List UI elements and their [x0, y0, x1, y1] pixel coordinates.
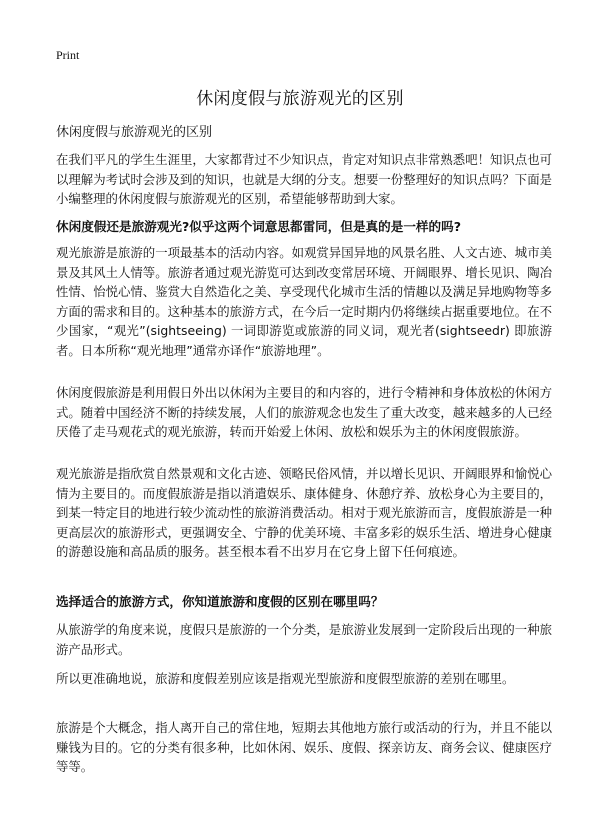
- paragraph-sightseeing: 观光旅游是旅游的一项最基本的活动内容。如观赏异国异地的风景名胜、人文古迹、城市美景及其风土人情等。旅游者通过观光游览可达到改变常居环境、开阔眼界、增长见识、陶冶性情、怡悦心情、鉴赏大自然造化之美、享受现代化城市生活的情趣以及满足异地购物等多方面的需求和目的。这种基本的旅游方式，在今后一定时期内仍将继续占据重要地位。在不少国家，“观光”(sightseeing) 一词即游览或旅游的同义词，观光者(sightseedr) 即旅游者。日本所称“观光地理”通常亦译作“旅游地理”。: [56, 245, 552, 358]
- print-link[interactable]: Print: [56, 48, 80, 62]
- page-title: 休闲度假与旅游观光的区别: [196, 89, 404, 109]
- page-subtitle: 休闲度假与旅游观光的区别: [56, 125, 213, 140]
- section-heading-2: 选择适合的旅游方式，你知道旅游和度假的区别在哪里吗？: [56, 594, 384, 609]
- paragraph-leisure-vacation: 休闲度假旅游是利用假日外出以休闲为主要目的和内容的，进行令精神和身体放松的休闲方式。随着中国经济不断的持续发展，人们的旅游观念也发生了重大改变，越来越多的人已经厌倦了走马观花式的观光旅游，转而开始爱上休闲、放松和娱乐为主的休闲度假旅游。: [56, 385, 552, 439]
- paragraph-difference: 所以更准确地说，旅游和度假差别应该是指观光型旅游和度假型旅游的差别在哪里。: [56, 671, 515, 686]
- paragraph-comparison: 观光旅游是指欣赏自然景观和文化古迹、领略民俗风情，并以增长见识、开阔眼界和愉悦心情为主要目的。而度假旅游是指以消遣娱乐、康体健身、休憩疗养、放松身心为主要目的，到某一特定目的地进行较少流动性的旅游消费活动。相对于观光旅游而言，度假旅游是一种更高层次的旅游形式，更强调安全、宁静的优美环境、丰富多彩的娱乐生活、增进身心健康的游憩设施和高品质的服务。甚至根本看不出岁月在它身上留下任何痕迹。: [56, 466, 552, 559]
- paragraph-tourism-concept: 旅游是个大概念，指人离开自己的常住地，短期去其他地方旅行或活动的行为，并且不能以赚钱为目的。它的分类有很多种，比如休闲、娱乐、度假、探亲访友、商务会议、健康医疗等等。: [56, 720, 552, 774]
- section-heading-1: 休闲度假还是旅游观光?似乎这两个词意思都雷同，但是真的是一样的吗?: [56, 219, 462, 234]
- intro-paragraph: 在我们平凡的学生生涯里，大家都背过不少知识点，肯定对知识点非常熟悉吧！知识点也可以理解为考试时会涉及到的知识，也就是大纲的分支。想要一份整理好的知识点吗？下面是小编整理的休闲度假与旅游观光的区别，希望能够帮助到大家。: [56, 152, 552, 206]
- paragraph-tourism-definition: 从旅游学的角度来说，度假只是旅游的一个分类，是旅游业发展到一定阶段后出现的一种旅游产品形式。: [56, 622, 552, 657]
